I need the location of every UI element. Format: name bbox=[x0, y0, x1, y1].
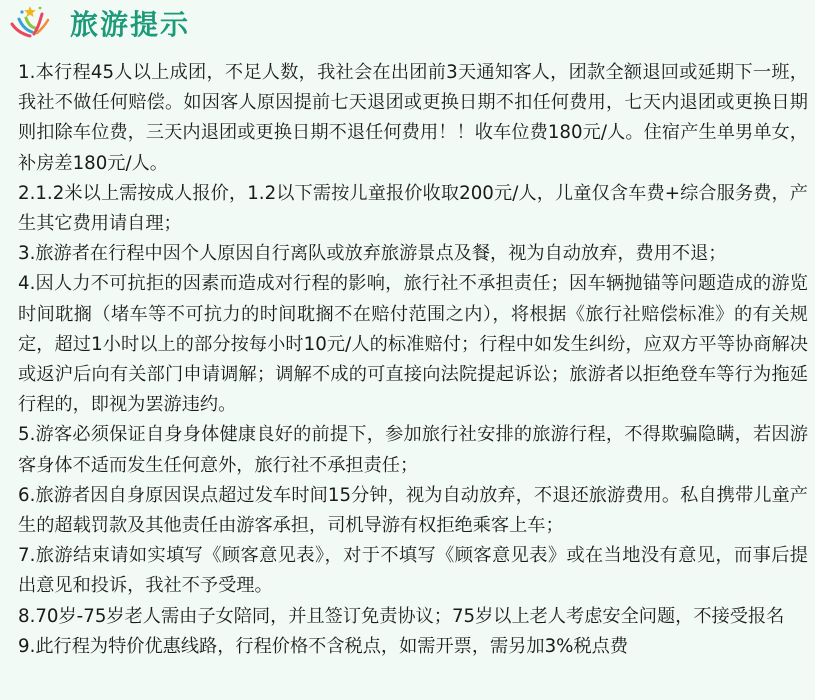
tip-item-3: 3.旅游者在行程中因个人原因自行离队或放弃旅游景点及餐，视为自动放弃，费用不退； bbox=[18, 243, 727, 265]
sparkle-logo-icon bbox=[4, 4, 52, 44]
tip-item-4: 4.因人力不可抗拒的因素而造成对行程的影响，旅行社不承担责任；因车辆抛锚等问题造成的游览时间耽搁（堵车等不可抗力的时间耽搁不在赔付范围之内），将根据《旅行社赔偿标准》的有关规定，超过1小时以上的部分按每小时10元/人的标准赔付；行程中如发生纠纷，应双方平等协商解决或返沪后向有关部门申请调解；调解不成的可直接向法院提起诉讼；旅游者以拒绝登车等行为拖延行程的，即视为罢游违约。 bbox=[18, 273, 808, 416]
tip-item-2: 2.1.2米以上需按成人报价，1.2以下需按儿童报价收取200元/人，儿童仅含车费+综合服务费，产生其它费用请自理； bbox=[18, 182, 808, 235]
tip-item-1: 1.本行程45人以上成团，不足人数，我社会在出团前3天通知客人，团款全额退回或延期下一班，我社不做任何赔偿。如因客人原因提前七天退团或更换日期不扣任何费用，七天内退团或更换日期则扣除车位费，三天内退团或更换日期不退任何费用！！收车位费180元/人。住宿产生单男单女，补房差180元/人。 bbox=[18, 62, 808, 174]
tips-list bbox=[18, 58, 808, 662]
tip-item-7: 7.旅游结束请如实填写《顾客意见表》，对于不填写《顾客意见表》或在当地没有意见，而事后提出意见和投诉，我社不予受理。 bbox=[18, 545, 808, 597]
tip-item-8: 8.70岁-75岁老人需由子女陪同，并且签订免责协议；75岁以上老人考虑安全问题，不接受报名 bbox=[18, 605, 785, 627]
page-title: 旅游提示 bbox=[70, 8, 191, 41]
tip-item-5: 5.游客必须保证自身身体健康良好的前提下，参加旅行社安排的旅游行程，不得欺骗隐瞒，若因游客身体不适而发生任何意外，旅行社不承担责任； bbox=[18, 424, 808, 476]
tip-item-9: 9.此行程为特价优惠线路，行程价格不含税点，如需开票，需另加3%税点费 bbox=[18, 635, 629, 657]
tip-item-6: 6.旅游者因自身原因误点超过发车时间15分钟，视为自动放弃，不退还旅游费用。私自携带儿童产生的超载罚款及其他责任由游客承担，司机导游有权拒绝乘客上车； bbox=[18, 484, 808, 537]
